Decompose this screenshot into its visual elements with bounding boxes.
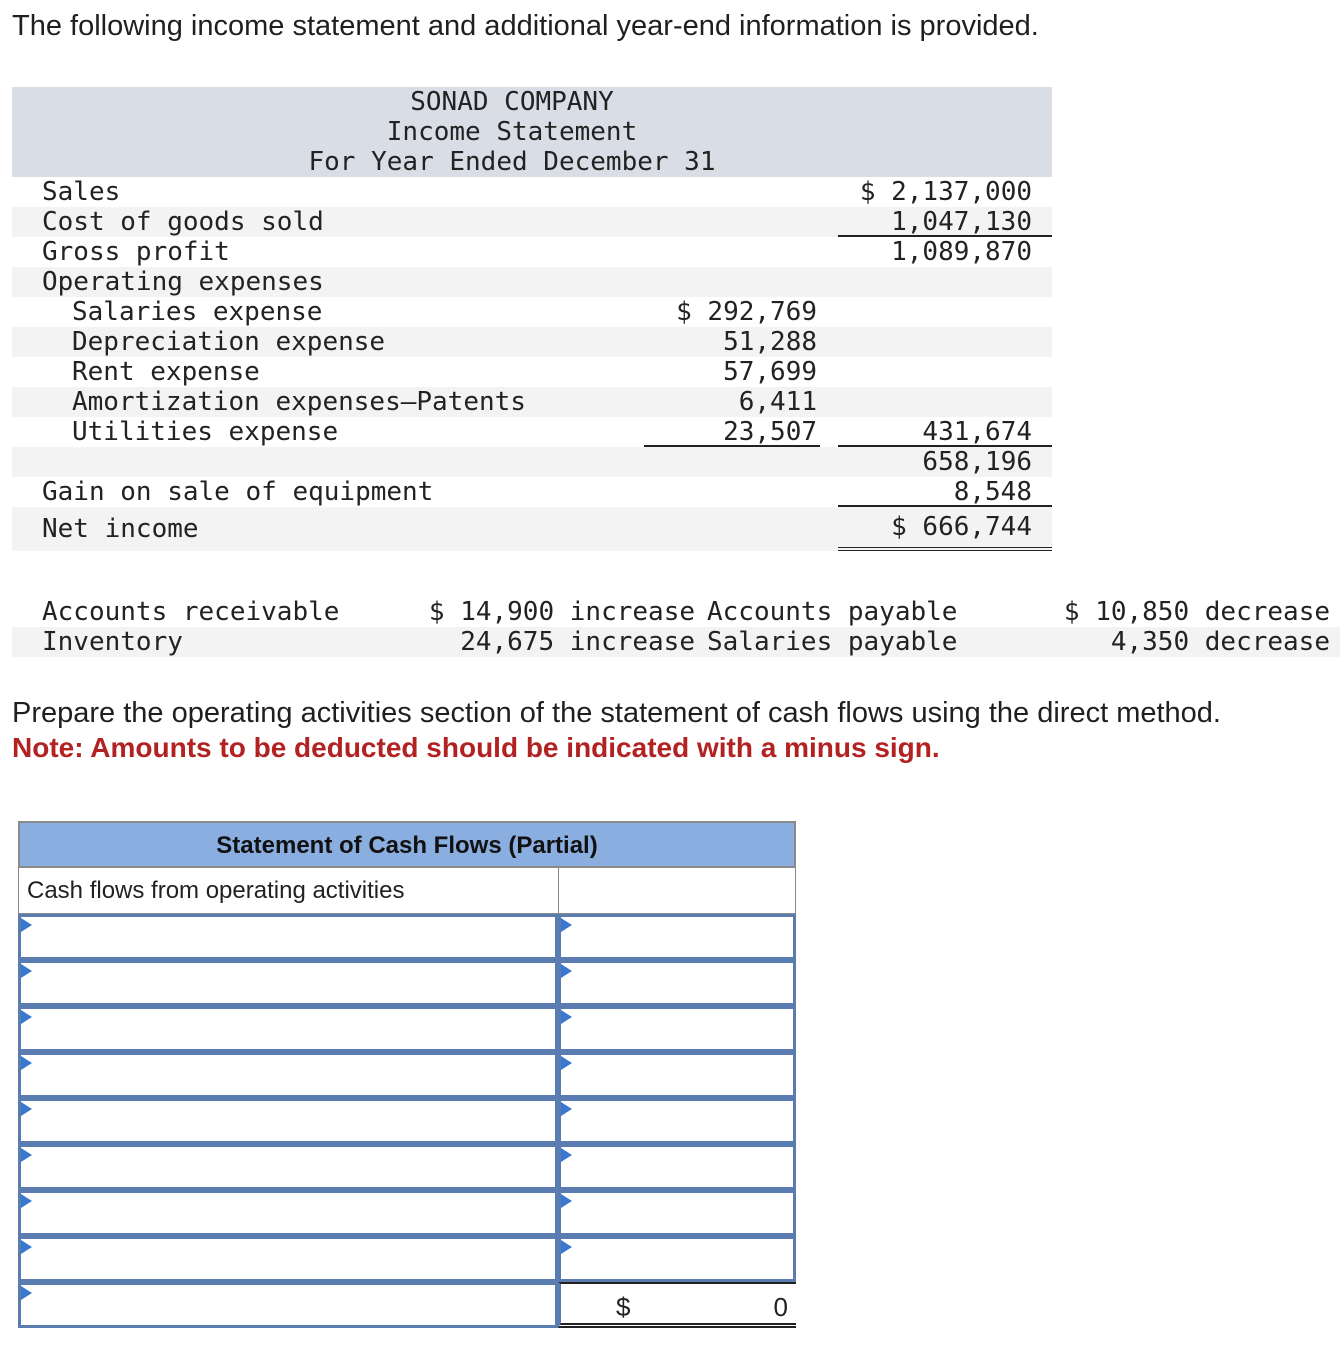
total-value: 0 (773, 1292, 788, 1322)
input-row (18, 960, 796, 1006)
gross-profit-label: Gross profit (42, 237, 230, 267)
net-income-value: $ 666,744 (891, 512, 1032, 542)
salaries-value: $ 292,769 (676, 297, 817, 327)
subtotal-row (12, 447, 1052, 477)
ap-label: Accounts payable (707, 597, 958, 627)
utilities-value: 23,507 (723, 417, 817, 447)
salaries-label: Salaries expense (72, 297, 323, 327)
gain-row (12, 477, 1052, 507)
dropdown-marker-icon (561, 1010, 572, 1024)
dropdown-marker-icon (561, 1102, 572, 1116)
gross-profit-row (12, 237, 1052, 267)
ap-value: $ 10,850 decrease (1063, 597, 1330, 627)
net-income-row (12, 507, 1052, 551)
input-row (18, 1006, 796, 1052)
amount-input[interactable] (558, 914, 796, 960)
income-statement-header (12, 87, 1052, 177)
inventory-value: 24,675 increase (460, 627, 695, 657)
rent-label: Rent expense (72, 357, 260, 387)
changes-row-2 (12, 627, 1340, 657)
sales-value: $ 2,137,000 (859, 177, 1032, 207)
total-row (18, 1282, 796, 1328)
gross-profit-value: 1,089,870 (891, 237, 1032, 267)
line-item-dropdown[interactable] (18, 1006, 558, 1052)
statement-title: Income Statement (386, 117, 638, 147)
depreciation-row (12, 327, 1052, 357)
ar-label: Accounts receivable (42, 597, 340, 627)
gain-value: 8,548 (953, 477, 1032, 507)
depreciation-value: 51,288 (723, 327, 817, 357)
dropdown-marker-icon (21, 1240, 32, 1254)
total-amount (558, 1282, 796, 1328)
net-income-label: Net income (42, 514, 199, 544)
salaries-payable-label: Salaries payable (707, 627, 958, 657)
input-row (18, 914, 796, 960)
dropdown-marker-icon (21, 1102, 32, 1116)
opex-row (12, 267, 1052, 297)
input-row (18, 1052, 796, 1098)
dropdown-marker-icon (561, 1148, 572, 1162)
opex-total-value: 431,674 (922, 417, 1032, 447)
intro-text: The following income statement and additional year-end information is provided. (12, 10, 1039, 42)
amount-input[interactable] (558, 1236, 796, 1282)
dropdown-marker-icon (21, 1010, 32, 1024)
amortization-row (12, 387, 1052, 417)
amount-input[interactable] (558, 1098, 796, 1144)
line-item-dropdown[interactable] (18, 1052, 558, 1098)
dropdown-marker-icon (21, 964, 32, 978)
amount-input[interactable] (558, 1144, 796, 1190)
instructions-text: Prepare the operating activities section of the statement of cash flows using the direct method. (12, 697, 1221, 729)
changes-row-1 (12, 597, 1340, 627)
amortization-label: Amortization expenses—Patents (72, 387, 526, 417)
utilities-label: Utilities expense (72, 417, 339, 447)
rent-row (12, 357, 1052, 387)
gain-label: Gain on sale of equipment (42, 477, 434, 507)
depreciation-label: Depreciation expense (72, 327, 386, 357)
dropdown-marker-icon (21, 1148, 32, 1162)
line-item-dropdown[interactable] (18, 1190, 558, 1236)
year-end-changes (12, 597, 1340, 657)
sales-label: Sales (42, 177, 121, 207)
form-title: Statement of Cash Flows (Partial) (18, 821, 796, 868)
salaries-row (12, 297, 1052, 327)
input-row (18, 1098, 796, 1144)
dropdown-marker-icon (561, 1194, 572, 1208)
amount-input[interactable] (558, 960, 796, 1006)
dropdown-marker-icon (21, 1056, 32, 1070)
total-currency: $ (616, 1292, 631, 1322)
input-row (18, 1144, 796, 1190)
income-statement (12, 87, 1052, 551)
inventory-label: Inventory (42, 627, 183, 657)
line-item-dropdown[interactable] (18, 1098, 558, 1144)
line-item-dropdown[interactable] (18, 960, 558, 1006)
cogs-row (12, 207, 1052, 237)
salaries-payable-value: 4,350 decrease (1110, 627, 1330, 657)
form-section-header (18, 868, 796, 914)
cash-flow-form (18, 821, 796, 1328)
line-item-dropdown[interactable] (18, 1144, 558, 1190)
section-label: Cash flows from operating activities (19, 868, 559, 913)
utilities-row (12, 417, 1052, 447)
input-row (18, 1190, 796, 1236)
line-item-dropdown[interactable] (18, 914, 558, 960)
line-item-dropdown[interactable] (18, 1236, 558, 1282)
input-row (18, 1236, 796, 1282)
net-income-double-underline (838, 547, 1052, 551)
ar-value: $ 14,900 increase (428, 597, 695, 627)
dropdown-marker-icon (561, 964, 572, 978)
amount-input[interactable] (558, 1052, 796, 1098)
dropdown-marker-icon (561, 1240, 572, 1254)
dropdown-marker-icon (21, 918, 32, 932)
total-label-dropdown[interactable] (18, 1282, 558, 1328)
dropdown-marker-icon (561, 1056, 572, 1070)
dropdown-marker-icon (561, 918, 572, 932)
cogs-label: Cost of goods sold (42, 207, 324, 237)
opex-label: Operating expenses (42, 267, 324, 297)
amortization-value: 6,411 (738, 387, 817, 417)
amount-input[interactable] (558, 1006, 796, 1052)
cogs-value: 1,047,130 (891, 207, 1032, 237)
dropdown-marker-icon (21, 1286, 32, 1300)
dropdown-marker-icon (21, 1194, 32, 1208)
sales-row (12, 177, 1052, 207)
note-text: Note: Amounts to be deducted should be indicated with a minus sign. (12, 732, 940, 763)
statement-period: For Year Ended December 31 (308, 147, 716, 177)
rent-value: 57,699 (723, 357, 817, 387)
company-name: SONAD COMPANY (410, 87, 614, 117)
subtotal-value: 658,196 (922, 447, 1032, 477)
amount-input[interactable] (558, 1190, 796, 1236)
